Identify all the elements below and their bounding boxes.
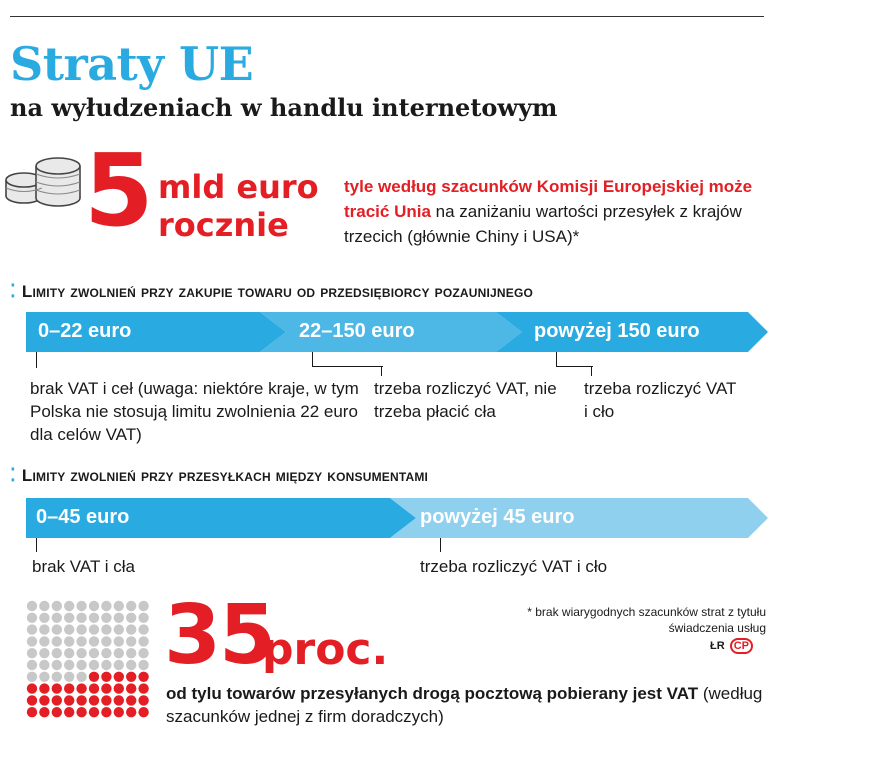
grid-dot xyxy=(52,660,62,670)
grid-dot xyxy=(52,707,62,717)
grid-dot xyxy=(27,695,37,705)
connector-2b xyxy=(381,366,382,376)
grid-dot xyxy=(101,695,111,705)
grid-dot xyxy=(126,660,136,670)
grid-dot xyxy=(27,636,37,646)
connector-3b xyxy=(591,366,592,376)
grid-dot xyxy=(27,672,37,682)
grid-dot xyxy=(114,624,124,634)
section1-title: Limity zwolnień przy zakupie towaru od przedsiębiorcy pozaunijnego xyxy=(21,282,534,301)
grid-dot xyxy=(64,707,74,717)
grid-dot xyxy=(138,683,148,693)
grid-dot xyxy=(138,624,148,634)
grid-dot xyxy=(52,648,62,658)
grid-dot xyxy=(64,624,74,634)
grid-dot xyxy=(114,707,124,717)
grid-dot xyxy=(27,707,37,717)
grid-dot xyxy=(64,636,74,646)
grid-dot xyxy=(114,660,124,670)
grid-dot xyxy=(138,707,148,717)
grid-dot xyxy=(76,624,86,634)
stat-description xyxy=(166,682,766,728)
grid-dot xyxy=(89,683,99,693)
credit-author: ŁR xyxy=(710,640,725,652)
grid-dot xyxy=(114,695,124,705)
cp-logo: CP xyxy=(730,638,753,654)
grid-dot xyxy=(64,613,74,623)
headline-unit-line1: mld euro xyxy=(158,168,319,206)
section2-tier2-note: trzeba rozliczyć VAT i cło xyxy=(420,557,608,576)
grid-dot xyxy=(126,707,136,717)
section1-heading xyxy=(10,281,533,302)
top-rule xyxy=(10,16,764,17)
grid-dot xyxy=(76,648,86,658)
page-subtitle: na wyłudzeniach w handlu internetowym xyxy=(10,93,558,122)
grid-dot xyxy=(27,601,37,611)
grid-dot xyxy=(27,660,37,670)
grid-dot xyxy=(138,648,148,658)
grid-dot xyxy=(39,707,49,717)
grid-dot xyxy=(114,636,124,646)
grid-dot xyxy=(39,695,49,705)
grid-dot xyxy=(76,707,86,717)
connector-4 xyxy=(36,538,37,552)
grid-dot xyxy=(76,683,86,693)
grid-dot xyxy=(52,613,62,623)
grid-dot xyxy=(138,613,148,623)
grid-dot xyxy=(27,624,37,634)
bullet-dots-icon: ⁚ xyxy=(10,281,16,301)
grid-dot xyxy=(39,672,49,682)
stat-description-rest: (według szacunków jednej z firm doradczych) xyxy=(166,684,763,726)
grid-dot xyxy=(114,648,124,658)
grid-dot xyxy=(52,624,62,634)
grid-dot xyxy=(27,683,37,693)
bullet-dots-icon: ⁚ xyxy=(10,465,16,485)
grid-dot xyxy=(52,636,62,646)
section1-tier2-note: trzeba rozliczyć VAT, nie trzeba płacić cła xyxy=(374,379,557,421)
grid-dot xyxy=(101,624,111,634)
grid-dot xyxy=(89,660,99,670)
grid-dot xyxy=(114,672,124,682)
section2-tier1-note: brak VAT i cła xyxy=(32,557,135,576)
grid-dot xyxy=(39,636,49,646)
grid-dot xyxy=(126,672,136,682)
grid-dot xyxy=(89,648,99,658)
grid-dot xyxy=(138,601,148,611)
grid-dot xyxy=(27,613,37,623)
grid-dot xyxy=(39,613,49,623)
grid-dot xyxy=(39,624,49,634)
grid-dot xyxy=(126,624,136,634)
grid-dot xyxy=(114,683,124,693)
grid-dot xyxy=(126,636,136,646)
stat-description-bold: od tylu towarów przesyłanych drogą pocztową pobierany jest VAT xyxy=(166,684,699,703)
grid-dot xyxy=(76,660,86,670)
grid-dot xyxy=(138,660,148,670)
grid-dot xyxy=(64,601,74,611)
grid-dot xyxy=(101,707,111,717)
grid-dot xyxy=(89,601,99,611)
headline-description xyxy=(344,174,764,249)
grid-dot xyxy=(114,613,124,623)
grid-dot xyxy=(101,601,111,611)
grid-dot xyxy=(64,660,74,670)
grid-dot xyxy=(76,695,86,705)
grid-dot xyxy=(52,601,62,611)
connector-3 xyxy=(556,352,593,367)
stat-unit: proc. xyxy=(262,624,389,675)
grid-dot xyxy=(101,648,111,658)
grid-dot xyxy=(126,648,136,658)
page-title: Straty UE xyxy=(10,37,254,91)
grid-dot xyxy=(101,613,111,623)
headline-description-rest: na zaniżaniu wartości przesyłek z krajów trzecich (głównie Chiny i USA)* xyxy=(344,202,742,246)
grid-dot xyxy=(64,695,74,705)
grid-dot xyxy=(89,707,99,717)
section2-title: Limity zwolnień przy przesyłkach między konsumentami xyxy=(21,466,429,485)
grid-dot xyxy=(89,613,99,623)
headline-unit xyxy=(158,168,319,244)
headline-unit-line2: rocznie xyxy=(158,206,289,244)
grid-dot xyxy=(89,695,99,705)
grid-dot xyxy=(126,695,136,705)
grid-dot xyxy=(114,601,124,611)
section2-heading xyxy=(10,465,428,486)
grid-dot xyxy=(27,648,37,658)
dot-grid-chart xyxy=(26,600,152,720)
headline-number: 5 xyxy=(84,132,154,249)
grid-dot xyxy=(89,672,99,682)
grid-dot xyxy=(89,624,99,634)
headline-description-bold: tyle według szacunków Komisji Europejskiej może tracić Unia xyxy=(344,177,753,221)
grid-dot xyxy=(64,683,74,693)
section2-tier1-label: 0–45 euro xyxy=(36,506,130,528)
grid-dot xyxy=(64,648,74,658)
section1-tier3-note: trzeba rozliczyć VAT i cło xyxy=(584,379,737,421)
grid-dot xyxy=(39,648,49,658)
section2-tier2-label: powyżej 45 euro xyxy=(420,506,575,528)
grid-dot xyxy=(76,613,86,623)
section2-arrow-bar xyxy=(26,498,768,538)
grid-dot xyxy=(64,672,74,682)
section1-tier2-label: 22–150 euro xyxy=(299,320,415,342)
connector-5 xyxy=(440,538,441,552)
section1-tier3-label: powyżej 150 euro xyxy=(534,320,700,342)
grid-dot xyxy=(39,683,49,693)
grid-dot xyxy=(76,601,86,611)
grid-dot xyxy=(138,672,148,682)
grid-dot xyxy=(101,660,111,670)
connector-2 xyxy=(312,352,383,367)
grid-dot xyxy=(101,672,111,682)
grid-dot xyxy=(138,695,148,705)
grid-dot xyxy=(76,636,86,646)
grid-dot xyxy=(101,636,111,646)
grid-dot xyxy=(52,683,62,693)
grid-dot xyxy=(76,672,86,682)
grid-dot xyxy=(126,683,136,693)
grid-dot xyxy=(39,601,49,611)
coins-icon xyxy=(2,150,86,210)
grid-dot xyxy=(126,601,136,611)
grid-dot xyxy=(101,683,111,693)
grid-dot xyxy=(89,636,99,646)
connector-1 xyxy=(36,352,37,368)
section1-tier1-label: 0–22 euro xyxy=(38,320,132,342)
credit xyxy=(710,638,753,654)
grid-dot xyxy=(126,613,136,623)
grid-dot xyxy=(138,636,148,646)
stat-number: 35 xyxy=(164,588,275,683)
grid-dot xyxy=(52,672,62,682)
grid-dot xyxy=(52,695,62,705)
grid-dot xyxy=(39,660,49,670)
section1-tier1-note: brak VAT i ceł (uwaga: niektóre kraje, w tym Polska nie stosują limitu zwolnienia 22 euro dla celów VAT) xyxy=(30,379,359,444)
footnote: * brak wiarygodnych szacunków strat z tytułu świadczenia usług xyxy=(527,605,766,635)
